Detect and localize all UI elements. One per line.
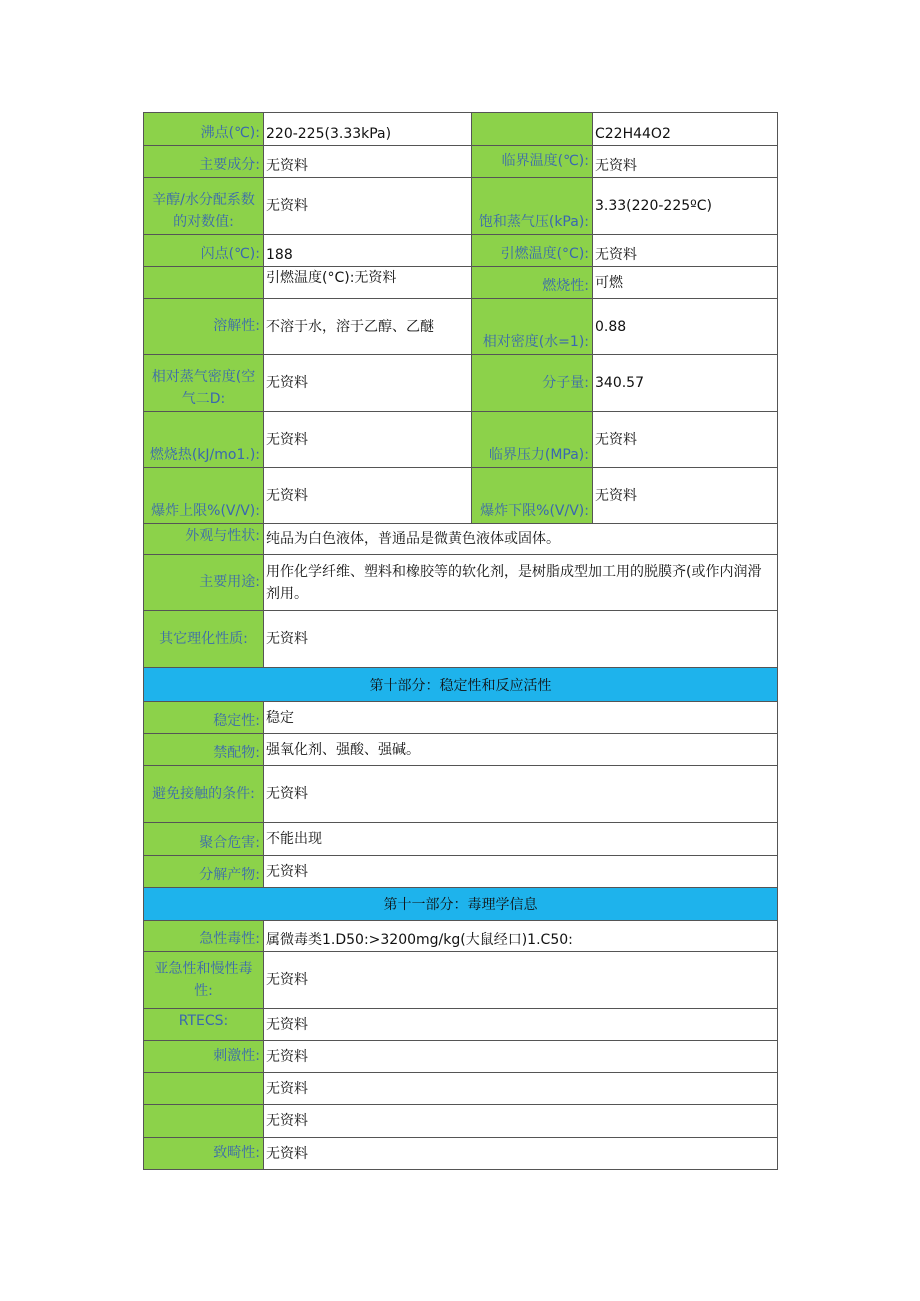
- flash-point-label: 闪点(℃):: [144, 235, 264, 267]
- avoid-conditions-value: 无资料: [264, 766, 778, 823]
- stability-value: 稳定: [264, 702, 778, 734]
- row-subacute-toxicity: [144, 952, 778, 1009]
- subacute-toxicity-label: 亚急性和慢性毒性:: [144, 952, 264, 1009]
- acute-toxicity-label: 急性毒性:: [144, 921, 264, 952]
- row-polymerization: [144, 823, 778, 856]
- ignition-temp-label: 引燃温度(°C):: [472, 235, 593, 267]
- subacute-toxicity-value: 无资料: [264, 952, 778, 1009]
- boiling-point-value: 220-225(3.33kPa): [264, 113, 472, 146]
- row-uses: [144, 555, 778, 611]
- teratogenic-value: 无资料: [264, 1138, 778, 1170]
- polymerization-label: 聚合危害:: [144, 823, 264, 856]
- row-avoid-conditions: [144, 766, 778, 823]
- row-acute-toxicity: [144, 921, 778, 952]
- appearance-label: 外观与性状:: [144, 524, 264, 555]
- row-heat-combustion: [144, 412, 778, 468]
- row-octanol: [144, 178, 778, 235]
- incompatible-label: 禁配物:: [144, 734, 264, 766]
- main-component-label: 主要成分:: [144, 146, 264, 178]
- section-10-title: 第十部分：稳定性和反应活性: [144, 668, 778, 702]
- avoid-conditions-label: 避免接触的条件:: [144, 766, 264, 823]
- rtecs-value: 无资料: [264, 1009, 778, 1041]
- blank-2-label: [144, 1105, 264, 1138]
- vapor-density-value: 无资料: [264, 355, 472, 412]
- msds-table: [143, 112, 778, 1170]
- octanol-value: 无资料: [264, 178, 472, 235]
- row-flash-point: [144, 235, 778, 267]
- critical-temp-value: 无资料: [593, 146, 778, 178]
- irritation-label: 刺激性:: [144, 1041, 264, 1073]
- incompatible-value: 强氧化剂、强酸、强碱。: [264, 734, 778, 766]
- critical-pressure-label: 临界压力(MPa):: [472, 412, 593, 468]
- critical-temp-label: 临界温度(℃):: [472, 146, 593, 178]
- flammability-label: 燃烧性:: [472, 267, 593, 299]
- blank-2-value: 无资料: [264, 1105, 778, 1138]
- blank-1-label: [144, 1073, 264, 1105]
- rtecs-label: RTECS:: [144, 1009, 264, 1041]
- ignition-temp-value: 无资料: [593, 235, 778, 267]
- row-blank-2: [144, 1105, 778, 1138]
- section-11-title: 第十一部分：毒理学信息: [144, 888, 778, 921]
- row-incompatible: [144, 734, 778, 766]
- molecular-weight-value: 340.57: [593, 355, 778, 412]
- stability-label: 稳定性:: [144, 702, 264, 734]
- row-stability: [144, 702, 778, 734]
- acute-toxicity-value: 属微毒类1.D50:>3200mg/kg(大鼠经口)1.C50:: [264, 921, 778, 952]
- extra-label: [144, 267, 264, 299]
- vapor-pressure-label: 饱和蒸气压(kPa):: [472, 178, 593, 235]
- vapor-pressure-value: 3.33(220-225ºC): [593, 178, 778, 235]
- other-properties-value: 无资料: [264, 611, 778, 668]
- row-teratogenic: [144, 1138, 778, 1170]
- row-appearance: [144, 524, 778, 555]
- row-main-component: [144, 146, 778, 178]
- other-properties-label: 其它理化性质:: [144, 611, 264, 668]
- formula-value: C22H44O2: [593, 113, 778, 146]
- molecular-weight-label: 分子量:: [472, 355, 593, 412]
- blank-1-value: 无资料: [264, 1073, 778, 1105]
- polymerization-value: 不能出现: [264, 823, 778, 856]
- main-component-value: 无资料: [264, 146, 472, 178]
- row-decomposition: [144, 856, 778, 888]
- lower-explosive-label: 爆炸下限%(V/V):: [472, 468, 593, 524]
- decomposition-value: 无资料: [264, 856, 778, 888]
- uses-value: 用作化学纤维、塑料和橡胶等的软化剂，是树脂成型加工用的脱膜齐(或作内润滑剂用。: [264, 555, 778, 611]
- extra-ignition-value: 引燃温度(°C):无资料: [264, 267, 472, 299]
- solubility-label: 溶解性:: [144, 299, 264, 355]
- row-extra-ignition: [144, 267, 778, 299]
- vapor-density-label: 相对蒸气密度(空气二D:: [144, 355, 264, 412]
- upper-explosive-label: 爆炸上限%(V/V):: [144, 468, 264, 524]
- relative-density-value: 0.88: [593, 299, 778, 355]
- heat-combustion-label: 燃烧热(kJ/mo1.):: [144, 412, 264, 468]
- appearance-value: 纯品为白色液体，普通品是微黄色液体或固体。: [264, 524, 778, 555]
- teratogenic-label: 致畸性:: [144, 1138, 264, 1170]
- uses-label: 主要用途:: [144, 555, 264, 611]
- row-solubility: [144, 299, 778, 355]
- row-boiling-point: [144, 113, 778, 146]
- heat-combustion-value: 无资料: [264, 412, 472, 468]
- irritation-value: 无资料: [264, 1041, 778, 1073]
- flash-point-value: 188: [264, 235, 472, 267]
- decomposition-label: 分解产物:: [144, 856, 264, 888]
- flammability-value: 可燃: [593, 267, 778, 299]
- row-explosive-limits: [144, 468, 778, 524]
- section-11-header-row: [144, 888, 778, 921]
- formula-label: [472, 113, 593, 146]
- relative-density-label: 相对密度(水=1):: [472, 299, 593, 355]
- row-other-properties: [144, 611, 778, 668]
- upper-explosive-value: 无资料: [264, 468, 472, 524]
- row-vapor-density: [144, 355, 778, 412]
- lower-explosive-value: 无资料: [593, 468, 778, 524]
- boiling-point-label: 沸点(℃):: [144, 113, 264, 146]
- solubility-value: 不溶于水，溶于乙醇、乙醚: [264, 299, 472, 355]
- row-rtecs: [144, 1009, 778, 1041]
- row-irritation: [144, 1041, 778, 1073]
- octanol-label: 辛醇/水分配系数的对数值:: [144, 178, 264, 235]
- section-10-header-row: [144, 668, 778, 702]
- row-blank-1: [144, 1073, 778, 1105]
- critical-pressure-value: 无资料: [593, 412, 778, 468]
